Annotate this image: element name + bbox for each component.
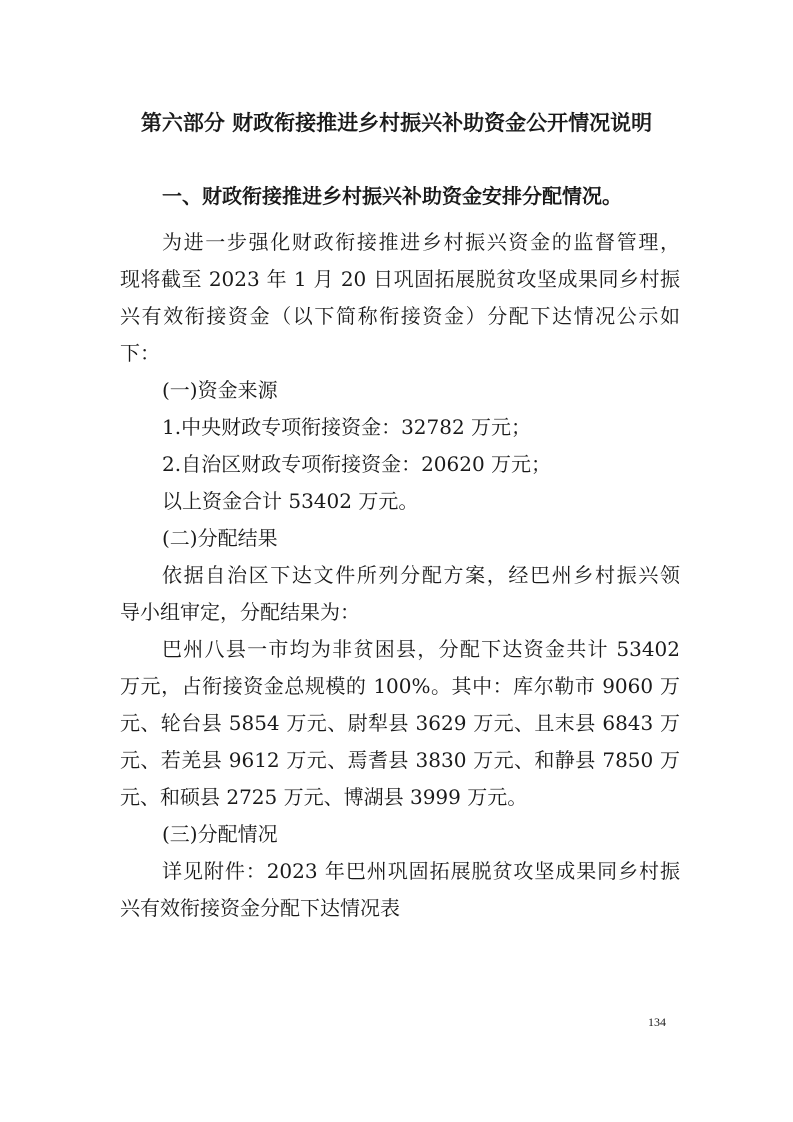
document-body <box>120 224 680 927</box>
central-fund-item: 1.中央财政专项衔接资金：32782 万元； <box>162 415 532 439</box>
regional-fund-item: 2.自治区财政专项衔接资金：20620 万元； <box>162 452 552 476</box>
intro-line: 兴有效衔接资金（以下简称衔接资金）分配下达情况公示如 <box>120 304 680 328</box>
section-heading: 一、财政衔接推进乡村振兴补助资金安排分配情况。 <box>162 184 622 208</box>
allocation-result-line: 巴州八县一市均为非贫困县，分配下达资金共计 53402 <box>162 637 680 661</box>
allocation-result-line: 万元，占衔接资金总规模的 100%。其中：库尔勒市 9060 万 <box>120 674 680 698</box>
allocation-details-line: 兴有效衔接资金分配下达情况表 <box>120 896 400 920</box>
page-title: 第六部分 财政衔接推进乡村振兴补助资金公开情况说明 <box>140 111 653 135</box>
allocation-result-line: 元、轮台县 5854 万元、尉犁县 3629 万元、且末县 6843 万 <box>120 711 680 735</box>
funding-source-heading: (一)资金来源 <box>162 378 278 402</box>
allocation-details-heading: (三)分配情况 <box>162 822 278 846</box>
intro-line: 下： <box>120 341 160 365</box>
intro-line: 为进一步强化财政衔接推进乡村振兴资金的监督管理， <box>162 230 680 254</box>
page-number: 134 <box>648 1015 666 1029</box>
allocation-result-line: 元、若羌县 9612 万元、焉耆县 3830 万元、和静县 7850 万 <box>120 748 680 772</box>
allocation-basis-line: 导小组审定，分配结果为： <box>120 600 360 624</box>
fund-total: 以上资金合计 53402 万元。 <box>162 489 419 513</box>
allocation-result-heading: (二)分配结果 <box>162 526 278 550</box>
allocation-details-line: 详见附件：2023 年巴州巩固拓展脱贫攻坚成果同乡村振 <box>162 859 680 883</box>
allocation-result-line: 元、和硕县 2725 万元、博湖县 3999 万元。 <box>120 785 528 809</box>
allocation-basis-line: 依据自治区下达文件所列分配方案，经巴州乡村振兴领 <box>162 563 680 587</box>
intro-line: 现将截至 2023 年 1 月 20 日巩固拓展脱贫攻坚成果同乡村振 <box>120 267 680 291</box>
